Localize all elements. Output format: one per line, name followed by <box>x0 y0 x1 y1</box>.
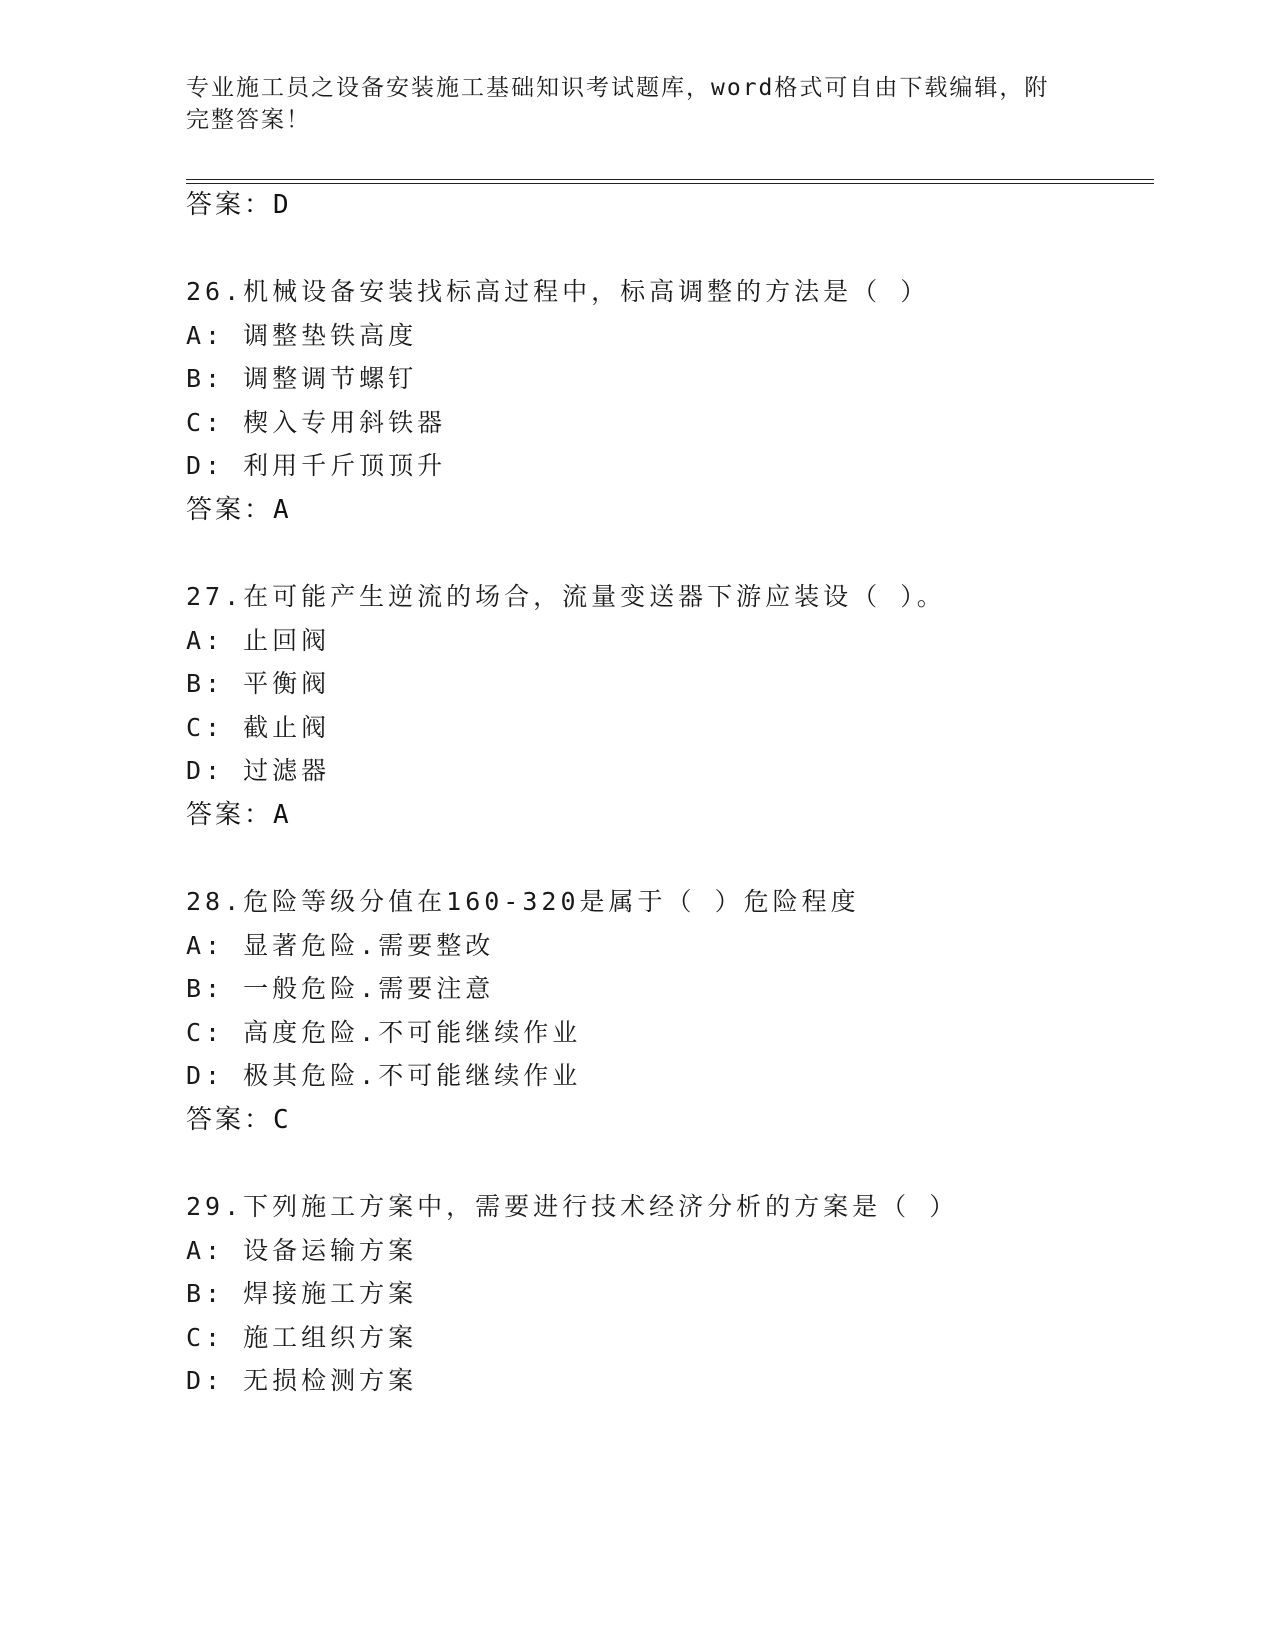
question-29-option-d: D: 无损检测方案 <box>186 1366 418 1395</box>
question-27-answer <box>186 798 292 832</box>
question-27-option-b: B: 平衡阀 <box>186 669 331 698</box>
answer-label: 答案： <box>186 190 274 220</box>
question-29-option-a: A: 设备运输方案 <box>186 1236 418 1265</box>
question-27-option-c: C: 截止阀 <box>186 713 331 742</box>
question-28-option-d: D: 极其危险.不可能继续作业 <box>186 1061 582 1090</box>
header-divider-bottom <box>186 183 1154 184</box>
document-header: 专业施工员之设备安装施工基础知识考试题库，word格式可自由下载编辑，附完整答案！ <box>186 75 1050 133</box>
question-29-option-c: C: 施工组织方案 <box>186 1323 418 1352</box>
question-26-title: 26.机械设备安装找标高过程中，标高调整的方法是（ ） <box>186 277 930 306</box>
answer-label: 答案： <box>186 1105 274 1135</box>
question-29-option-b: B: 焊接施工方案 <box>186 1279 418 1308</box>
question-28-option-b: B: 一般危险.需要注意 <box>186 974 495 1003</box>
question-27-option-d: D: 过滤器 <box>186 756 331 785</box>
prev-answer <box>186 188 292 222</box>
question-28-title: 28.危险等级分值在160-320是属于（ ）危险程度 <box>186 887 860 916</box>
answer-value: C <box>273 1105 292 1135</box>
question-28-option-a: A: 显著危险.需要整改 <box>186 931 495 960</box>
header-divider-top <box>186 179 1154 180</box>
question-28-option-c: C: 高度危险.不可能继续作业 <box>186 1018 582 1047</box>
answer-value: A <box>273 495 292 525</box>
answer-label: 答案： <box>186 495 274 525</box>
question-28-answer <box>186 1103 292 1137</box>
answer-label: 答案： <box>186 800 274 830</box>
answer-value: D <box>273 190 292 220</box>
question-26-option-b: B: 调整调节螺钉 <box>186 364 418 393</box>
question-29-title: 29.下列施工方案中，需要进行技术经济分析的方案是（ ） <box>186 1192 959 1221</box>
question-26-answer <box>186 493 292 527</box>
answer-value: A <box>273 800 292 830</box>
question-26-option-c: C: 楔入专用斜铁器 <box>186 408 447 437</box>
question-26-option-d: D: 利用千斤顶顶升 <box>186 451 447 480</box>
question-26-option-a: A: 调整垫铁高度 <box>186 321 418 350</box>
question-27-title: 27.在可能产生逆流的场合，流量变送器下游应装设（ ）。 <box>186 582 946 611</box>
question-27-option-a: A: 止回阀 <box>186 626 331 655</box>
